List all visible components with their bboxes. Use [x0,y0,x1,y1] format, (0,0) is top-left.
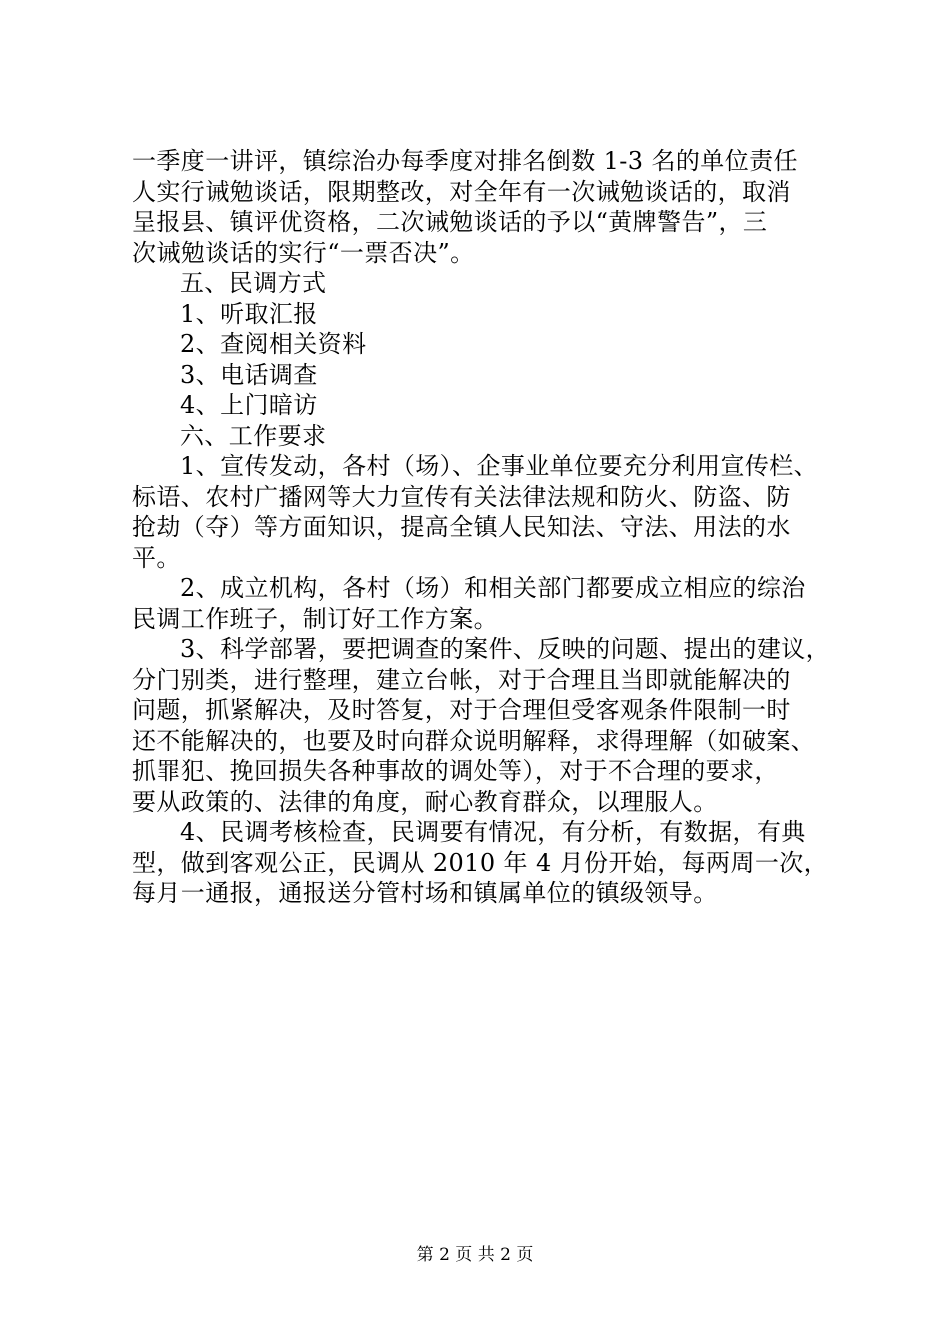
text-line: 标语、农村广播网等大力宣传有关法律法规和防火、防盗、防 [132,482,791,511]
page-footer: 第 2 页 共 2 页 [416,1245,534,1265]
text-line: 抓罪犯、挽回损失各种事故的调处等），对于不合理的要求， [132,757,779,785]
text-line: 2、成立机构，各村（场）和相关部门都要成立相应的综治 [180,574,806,602]
text-line: 每月一通报，通报送分管村场和镇属单位的镇级领导。 [132,879,718,907]
text-line: 4、民调考核检查，民调要有情况，有分析，有数据，有典 [180,818,806,846]
text-line: 人实行诫勉谈话，限期整改，对全年有一次诫勉谈话的，取消 [132,177,791,206]
document-body [132,146,832,909]
text-line: 要从政策的、法律的角度，耐心教育群众，以理服人。 [132,787,718,816]
text-line: 还不能解决的，也要及时向群众说明解释，求得理解（如破案、 [132,726,816,755]
text-line: 1、听取汇报 [180,299,318,328]
text-line: 次诫勉谈话的实行“一票否决”。 [132,238,475,267]
text-line: 分门别类，进行整理，建立台帐，对于合理且当即就能解决的 [132,665,791,694]
text-line: 民调工作班子，制订好工作方案。 [132,604,498,633]
text-line: 2、查阅相关资料 [180,330,367,358]
text-line: 平。 [132,543,181,572]
text-line: 3、科学部署，要把调查的案件、反映的问题、提出的建议， [180,635,831,663]
text-line: 型，做到客观公正，民调从 2010 年 4 月份开始，每两周一次， [132,848,829,877]
text-line: 抢劫（夺）等方面知识，提高全镇人民知法、守法、用法的水 [132,513,791,541]
text-line: 问题，抓紧解决，及时答复，对于合理但受客观条件限制一时 [132,696,791,724]
text-line: 呈报县、镇评优资格，二次诫勉谈话的予以“黄牌警告”，三 [132,208,768,236]
text-line: 1、宣传发动，各村（场）、企事业单位要充分利用宣传栏、 [180,452,819,480]
text-line: 3、电话调查 [180,360,318,389]
text-line: 五、民调方式 [180,269,327,297]
text-line: 4、上门暗访 [180,391,318,419]
text-line: 六、工作要求 [180,421,327,450]
text-line: 一季度一讲评，镇综治办每季度对排名倒数 1-3 名的单位责任 [132,147,798,175]
